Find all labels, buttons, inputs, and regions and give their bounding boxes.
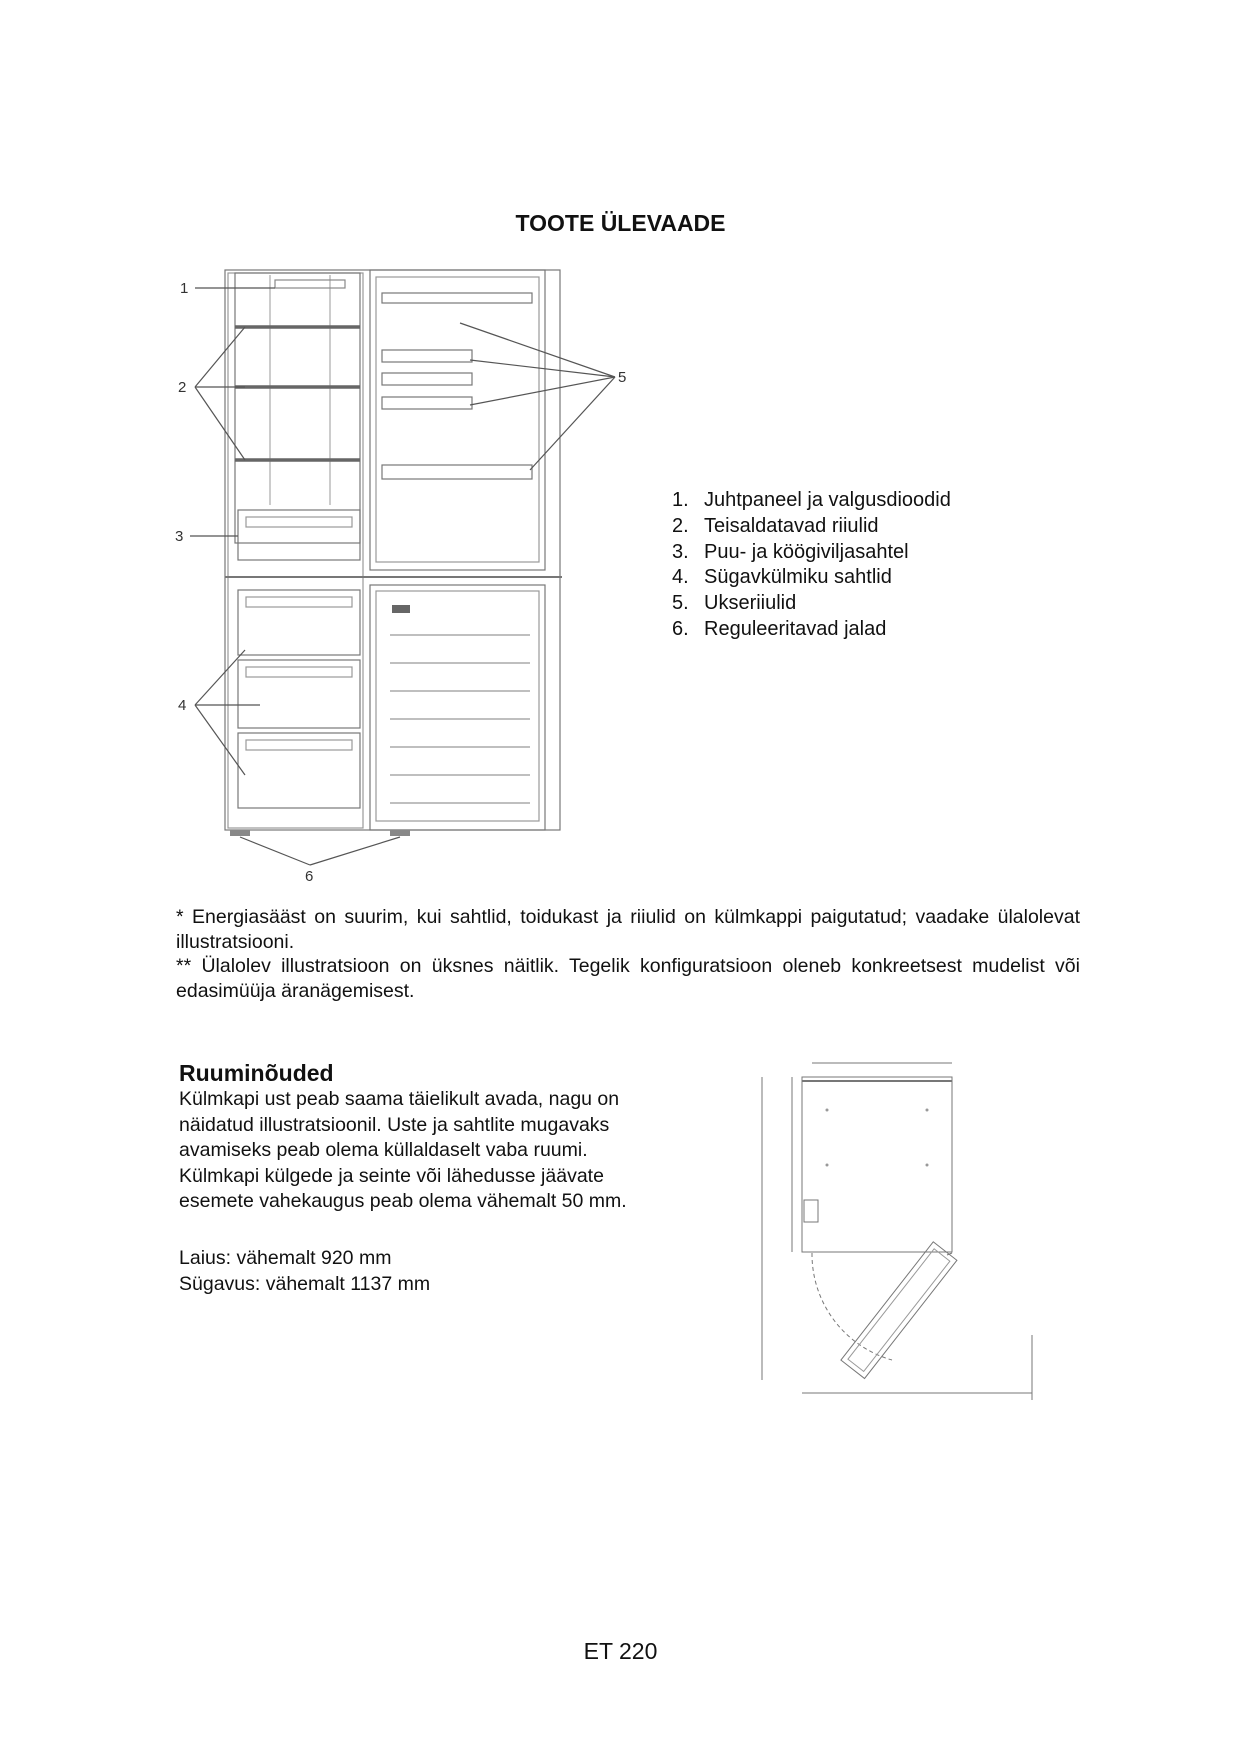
- callout-5: 5: [618, 369, 627, 386]
- parts-list-item: 2. Teisaldatavad riiulid: [672, 514, 879, 537]
- parts-list-item: 3. Puu- ja köögiviljasahtel: [672, 540, 909, 563]
- minimum-dimensions: [179, 1246, 430, 1297]
- callout-6: 6: [305, 868, 314, 885]
- parts-list-item: 4. Sügavkülmiku sahtlid: [672, 566, 892, 589]
- page-number: ET 220: [583, 1638, 658, 1664]
- callout-2: 2: [178, 379, 187, 396]
- fridge-overview-diagram: [170, 255, 640, 885]
- clearance-diagram: [752, 1055, 1052, 1400]
- callout-3: 3: [175, 528, 184, 545]
- space-requirements-text: Külmkapi ust peab saama täielikult avada, nagu on näidatud illustratsioonil. Uste ja sahtlite mugavaks avamiseks peab olema küllaldaselt vaba ruumi. Külmkapi külgede ja seinte või lähedusse jäävate esemete vahekaugus peab olema vähemalt 50 mm.: [179, 1088, 627, 1212]
- parts-list: [672, 488, 951, 643]
- note-energy: * Energiasääst on suurim, kui sahtlid, toidukast ja riiulid on külmkappi paigutatud; vaadake ülalolevat illustratsiooni.: [176, 906, 1080, 953]
- parts-list-item: 5. Ukseriiulid: [672, 592, 797, 615]
- min-depth: Sügavus: vähemalt 1137 mm: [179, 1272, 431, 1295]
- notes: [176, 905, 1080, 1003]
- min-width: Laius: vähemalt 920 mm: [179, 1247, 392, 1269]
- callout-4: 4: [178, 697, 187, 714]
- parts-list-item: 6. Reguleeritavad jalad: [672, 617, 887, 640]
- note-illustration: ** Ülalolev illustratsioon on üksnes näitlik. Tegelik konfiguratsioon oleneb konkreetsest mudelist või edasimüüja äranägemisest.: [176, 955, 1080, 1002]
- parts-list-item: 1. Juhtpaneel ja valgusdioodid: [672, 489, 951, 511]
- callout-1: 1: [180, 280, 189, 297]
- space-requirements-heading: Ruuminõuded: [179, 1060, 334, 1086]
- page-title: TOOTE ÜLEVAADE: [515, 210, 726, 236]
